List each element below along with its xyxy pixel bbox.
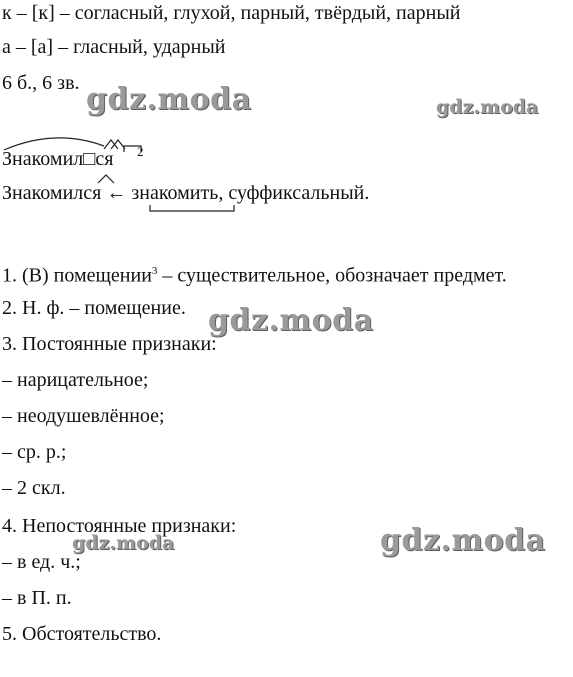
morph-line: – в ед. ч.; xyxy=(2,551,81,573)
source-stem-bracket xyxy=(150,205,234,211)
morphemic-note-number: 2 xyxy=(137,144,144,159)
morphemic-ending-box: □ xyxy=(83,148,96,170)
morph-item-1-rest: – существительное, обозначает предмет. xyxy=(162,264,507,287)
suffix-mark-2 xyxy=(111,140,125,149)
morph-line: 2. Н. ф. – помещение. xyxy=(2,297,186,319)
morph-line: 3. Постоянные признаки: xyxy=(2,333,217,355)
morph-item-1 xyxy=(2,260,507,287)
morph-line: – неодушевлённое; xyxy=(2,405,165,427)
derivation-arrow: ← xyxy=(106,182,127,204)
morph-line: – ср. р.; xyxy=(2,441,67,463)
postfix-mark xyxy=(124,146,141,152)
root-arc-mark xyxy=(4,138,104,150)
morph-line: – нарицательное; xyxy=(2,369,149,391)
morph-line: – в П. п. xyxy=(2,587,72,609)
derivation-source-word: знакомить xyxy=(131,182,219,204)
morph-line: 4. Непостоянные признаки: xyxy=(2,515,237,537)
phonetic-line-3: 6 б., 6 зв. xyxy=(2,72,80,94)
suffix-mark-1 xyxy=(104,140,118,149)
derivation-method: суффиксальный. xyxy=(228,182,370,204)
derivation-derived-word: Знакомился xyxy=(2,182,102,204)
derivation-comma: , xyxy=(218,182,224,204)
derived-suffix-mark xyxy=(98,175,114,183)
morph-item-1-text: 1. (В) помещении xyxy=(2,264,152,287)
watermark-logo: gdz.moda xyxy=(86,82,252,117)
morphemic-postfix: ся xyxy=(95,148,114,170)
phonetic-line-2: а – [а] – гласный, ударный xyxy=(2,36,226,58)
morphemic-stem: Знакомил xyxy=(2,148,84,170)
watermark-logo: gdz.moda xyxy=(380,523,546,558)
phonetic-line-1: к – [к] – согласный, глухой, парный, твёрдый, парный xyxy=(2,2,461,24)
morph-line: 5. Обстоятельство. xyxy=(2,623,162,645)
watermark-logo: gdz.moda xyxy=(72,532,175,554)
morph-item-1-note: 3 xyxy=(151,265,158,277)
watermark-logo: gdz.moda xyxy=(436,96,539,118)
morph-line: – 2 скл. xyxy=(2,477,66,499)
watermark-logo: gdz.moda xyxy=(208,303,374,338)
